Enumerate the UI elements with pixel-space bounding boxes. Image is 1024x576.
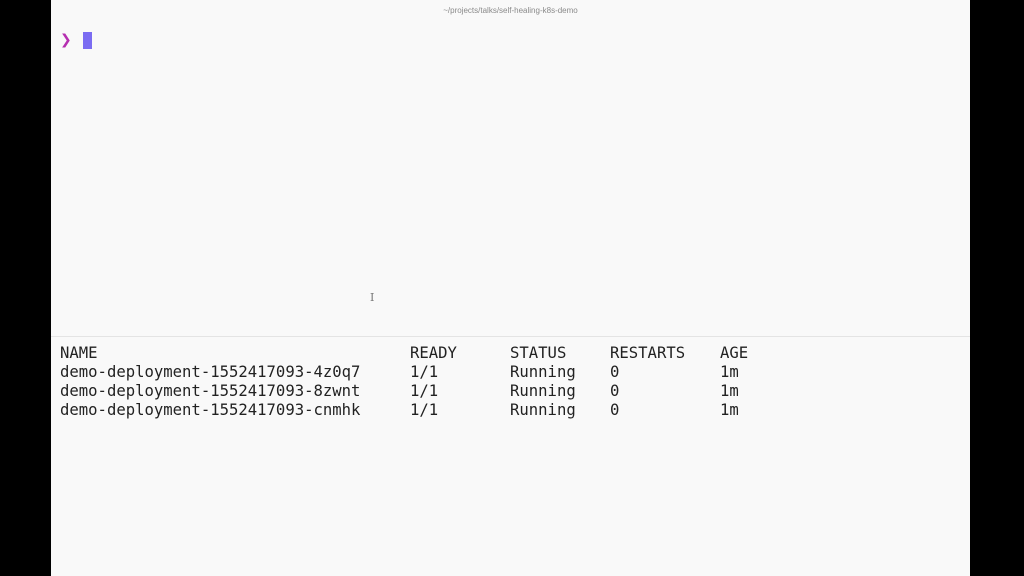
pod-ready: 1/1 <box>410 363 439 381</box>
pod-age: 1m <box>720 382 739 400</box>
pod-restarts: 0 <box>610 363 620 381</box>
column-header-status: STATUS <box>510 344 567 362</box>
table-row <box>60 363 739 382</box>
prompt-line[interactable] <box>60 31 92 49</box>
pod-status: Running <box>510 382 576 400</box>
table-row <box>60 382 739 401</box>
pod-status: Running <box>510 363 576 381</box>
pod-age: 1m <box>720 401 739 419</box>
prompt-chevron-icon: ❯ <box>60 32 72 48</box>
column-header-name: NAME <box>60 344 98 362</box>
pod-restarts: 0 <box>610 401 620 419</box>
table-row <box>60 401 739 420</box>
pod-age: 1m <box>720 363 739 381</box>
terminal-window <box>51 0 970 576</box>
terminal-pane-top[interactable] <box>51 22 970 336</box>
column-header-ready: READY <box>410 344 457 362</box>
pod-restarts: 0 <box>610 382 620 400</box>
pod-ready: 1/1 <box>410 401 439 419</box>
pod-ready: 1/1 <box>410 382 439 400</box>
ibeam-pointer-icon: I <box>370 291 375 304</box>
pod-name: demo-deployment-1552417093-cnmhk <box>60 401 361 419</box>
column-header-age: AGE <box>720 344 749 362</box>
pod-name: demo-deployment-1552417093-4z0q7 <box>60 363 361 381</box>
pod-name: demo-deployment-1552417093-8zwnt <box>60 382 361 400</box>
terminal-pane-bottom[interactable] <box>51 337 970 576</box>
window-title: ~/projects/talks/self-healing-k8s-demo <box>443 6 578 15</box>
table-header-row <box>60 344 749 363</box>
pod-status: Running <box>510 401 576 419</box>
column-header-restarts: RESTARTS <box>610 344 686 362</box>
text-cursor <box>83 32 92 49</box>
pods-table <box>60 344 749 420</box>
